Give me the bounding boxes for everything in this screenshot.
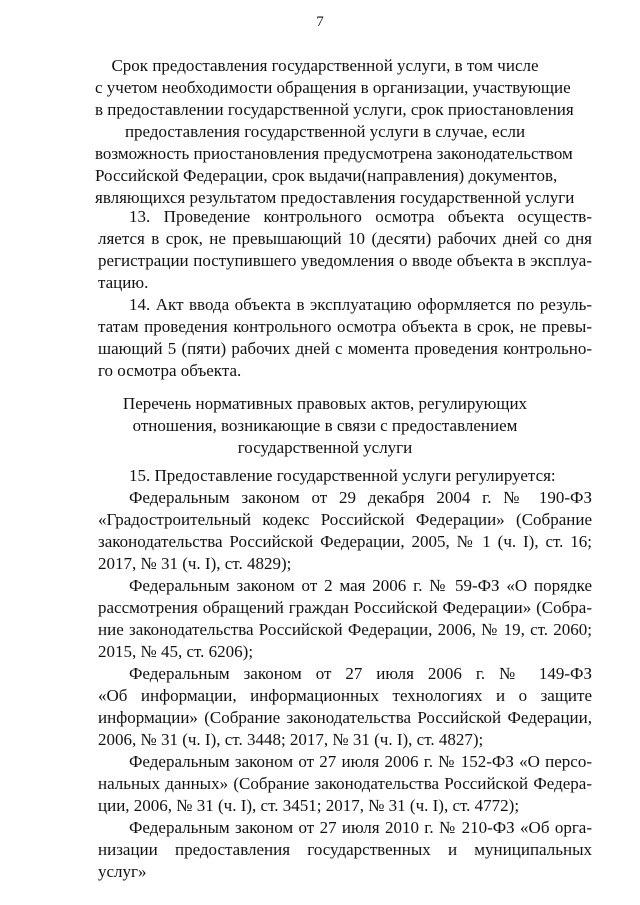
paragraph-14 (98, 294, 592, 382)
text-line: «Градостроительный кодекс Российской Федерации» (Собрание (98, 510, 592, 529)
text-line: регистрации поступившего уведомления о вводе объекта в эксплуа- (98, 251, 592, 270)
text-line: «Об информации, информационных технологиях и о защите (98, 686, 592, 705)
text-line: го осмотра объекта. (98, 361, 242, 380)
text-line: низации предоставления государственных и муниципальных услуг» (98, 840, 592, 881)
text-line (98, 294, 592, 316)
paragraph-13 (98, 206, 592, 294)
law-item-190-fz (98, 487, 592, 575)
text-line (98, 575, 592, 597)
text-line (98, 487, 592, 509)
text-line (98, 751, 592, 773)
paragraph-15 (98, 465, 592, 487)
heading-line: Перечень нормативных правовых актов, регулирующих (122, 394, 528, 413)
heading-line: в предоставлении государственной услуги, срок приостановления (95, 100, 574, 119)
text-line-content: Федеральным законом от 27 июля 2006 г. № 149-ФЗ (129, 664, 592, 683)
heading-line: возможность приостановления предусмотрена законодательством (95, 144, 573, 163)
text-line: 2015, № 45, ст. 6206); (98, 642, 254, 661)
law-item-59-fz (98, 575, 592, 663)
text-line: ние законодательства Российской Федерации, 2006, № 19, ст. 2060; (98, 620, 592, 639)
text-line: тацию. (98, 273, 149, 292)
section-heading-service-term (95, 55, 575, 209)
text-line: информации» (Собрание законодательства Российской Федерации, (98, 708, 592, 727)
law-item-210-fz (98, 817, 592, 883)
heading-line: являющихся результатом предоставления государственной услуги (95, 188, 575, 207)
heading-line: отношения, возникающие в связи с предоставлением (132, 416, 518, 435)
body-text-block-2 (98, 465, 592, 883)
text-line (98, 206, 592, 228)
law-item-152-fz (98, 751, 592, 817)
heading-line: предоставления государственной услуги в случае, если (124, 122, 526, 141)
law-item-149-fz (98, 663, 592, 751)
heading-line: с учетом необходимости обращения в организации, участвующие (95, 78, 571, 97)
heading-line: Срок предоставления государственной услуги, в том числе (111, 56, 539, 75)
text-line (98, 817, 592, 839)
body-text-block-1 (98, 206, 592, 382)
section-heading-legal-acts (95, 393, 555, 459)
text-line-content: 15. Предоставление государственной услуги регулируется: (129, 466, 556, 485)
text-line-content: Федеральным законом от 2 мая 2006 г. № 59-ФЗ «О порядке (129, 576, 592, 595)
text-line: шающий 5 (пяти) рабочих дней с момента проведения контрольно- (98, 339, 592, 358)
text-line (98, 663, 592, 685)
text-line: ляется в срок, не превышающий 10 (десяти) рабочих дней со дня (98, 229, 592, 248)
heading-line: Российской Федерации, срок выдачи(направления) документов, (95, 166, 558, 185)
text-line: рассмотрения обращений граждан Российской Федерации» (Собра- (98, 598, 592, 617)
text-line: татам проведения контрольного осмотра объекта в срок, не превы- (98, 317, 592, 336)
text-line: ции, 2006, № 31 (ч. I), ст. 3451; 2017, № 31 (ч. I), ст. 4772); (98, 796, 520, 815)
text-line-content: Федеральным законом от 27 июля 2010 г. № 210-ФЗ «Об орга- (129, 818, 592, 837)
text-line-content: Федеральным законом от 27 июля 2006 г. № 152-ФЗ «О персо- (129, 752, 592, 771)
text-line: 2006, № 31 (ч. I), ст. 3448; 2017, № 31 (ч. I), ст. 4827); (98, 730, 484, 749)
page-number: 7 (316, 14, 324, 30)
text-line (98, 465, 592, 487)
text-line-content: 14. Акт ввода объекта в эксплуатацию оформляется по резуль- (129, 295, 592, 314)
heading-line: государственной услуги (237, 438, 413, 457)
text-line: нальных данных» (Собрание законодательства Российской Федера- (98, 774, 592, 793)
text-line: 2017, № 31 (ч. I), ст. 4829); (98, 554, 292, 573)
text-line-content: Федеральным законом от 29 декабря 2004 г. № 190-ФЗ (129, 488, 592, 507)
text-line-content: 13. Проведение контрольного осмотра объекта осуществ- (129, 207, 592, 226)
text-line: законодательства Российской Федерации, 2005, № 1 (ч. I), ст. 16; (98, 532, 592, 551)
